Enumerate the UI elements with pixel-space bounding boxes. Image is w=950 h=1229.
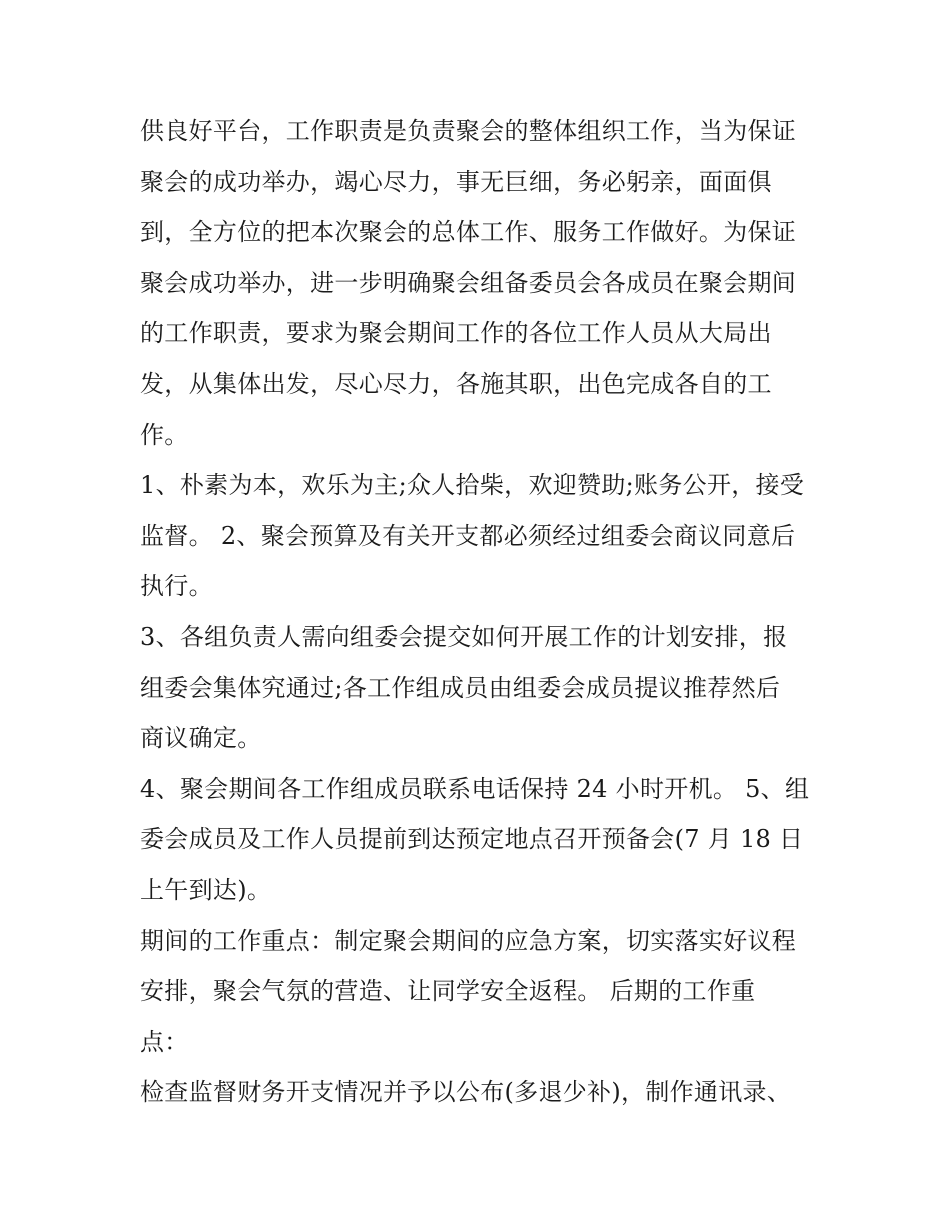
text-line: 执行。: [140, 572, 213, 601]
text-line: 到，全方位的把本次聚会的总体工作、服务工作做好。为保证: [140, 218, 797, 247]
text-line: 发，从集体出发，尽心尽力，各施其职，出色完成各自的工: [140, 369, 772, 398]
text-line: 组委会集体究通过;各工作组成员由组委会成员提议推荐然后: [140, 673, 781, 702]
text-line: 的工作职责，要求为聚会期间工作的各位工作人员从大局出: [140, 319, 772, 348]
document-body: [140, 106, 820, 1118]
text-line: 作。: [140, 420, 189, 449]
text-line: 4、聚会期间各工作组成员联系电话保持 24 小时开机。 5、组: [140, 774, 810, 803]
text-line: 聚会成功举办，进一步明确聚会组备委员会各成员在聚会期间: [140, 268, 797, 297]
text-line: 期间的工作重点：制定聚会期间的应急方案，切实落实好议程: [140, 926, 797, 955]
text-line: 商议确定。: [140, 724, 262, 753]
text-line: 安排，聚会气氛的营造、让同学安全返程。 后期的工作重: [140, 977, 756, 1006]
text-line: 点：: [140, 1027, 189, 1056]
text-line: 供良好平台，工作职责是负责聚会的整体组织工作，当为保证: [140, 117, 797, 145]
text-line: 1、朴素为本，欢乐为主;众人拾柴，欢迎赞助;账务公开，接受: [140, 471, 805, 500]
text-line: 委会成员及工作人员提前到达预定地点召开预备会(7 月 18 日: [140, 825, 804, 854]
text-line: 聚会的成功举办，竭心尽力，事无巨细，务必躬亲，面面俱: [140, 167, 772, 196]
text-line: 检查监督财务开支情况并予以公布(多退少补)，制作通讯录、: [140, 1078, 792, 1107]
text-line: 监督。 2、聚会预算及有关开支都必须经过组委会商议同意后: [140, 521, 796, 550]
text-line: 3、各组负责人需向组委会提交如何开展工作的计划安排，报: [140, 622, 788, 651]
text-line: 上午到达)。: [140, 875, 272, 904]
